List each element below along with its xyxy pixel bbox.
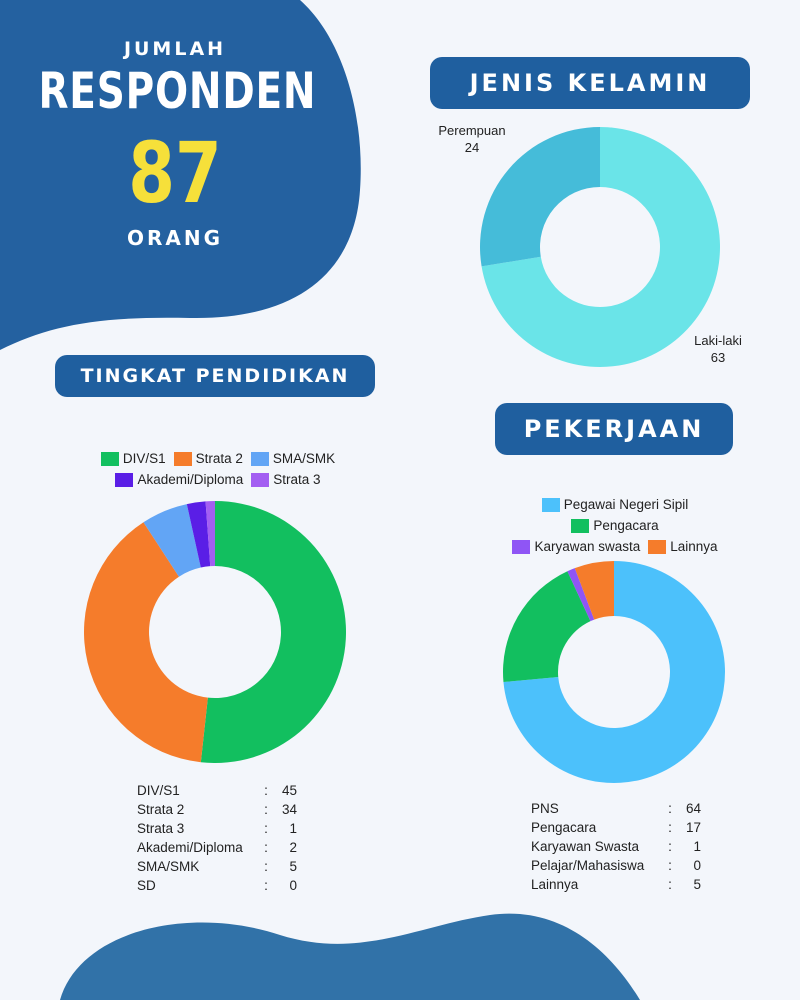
- stat-value: 1: [693, 839, 701, 854]
- stat-value: 34: [281, 802, 297, 817]
- job-stats-table: [531, 799, 701, 894]
- table-row: [531, 837, 701, 856]
- table-row: [137, 838, 297, 857]
- legend-label: Akademi/Diploma: [137, 472, 244, 487]
- stat-colon: :: [264, 840, 268, 855]
- stat-value: 17: [685, 820, 701, 835]
- table-row: [531, 856, 701, 875]
- stat-colon: :: [668, 877, 672, 892]
- hero-unit: ORANG: [126, 226, 224, 250]
- legend-label: Strata 3: [273, 472, 321, 487]
- stat-value: 5: [693, 877, 701, 892]
- table-row: [137, 857, 297, 876]
- stat-label: Pengacara: [531, 820, 597, 835]
- stat-colon: :: [264, 802, 268, 817]
- legend-swatch: [542, 498, 560, 512]
- legend-label: DIV/S1: [122, 451, 166, 466]
- stat-value: 64: [685, 801, 701, 816]
- legend-label: Strata 2: [195, 451, 243, 466]
- legend-swatch: [571, 519, 589, 533]
- stat-label: Strata 3: [137, 821, 185, 836]
- stat-label: DIV/S1: [137, 783, 180, 798]
- legend-swatch: [648, 540, 666, 554]
- table-row: [531, 799, 701, 818]
- stat-label: PNS: [531, 801, 559, 816]
- legend-item: [251, 472, 320, 487]
- legend-item: [512, 539, 640, 554]
- job-section-title: PEKERJAAN: [495, 403, 733, 455]
- hero-label-top: JUMLAH: [123, 38, 227, 60]
- stat-label: SD: [137, 878, 156, 893]
- legend-swatch: [251, 473, 269, 487]
- female-slice-label: [420, 122, 524, 156]
- bottom-wave: [60, 914, 640, 1000]
- stat-value: 5: [289, 859, 297, 874]
- stat-colon: :: [264, 878, 268, 893]
- stat-colon: :: [668, 858, 672, 873]
- legend-item: [571, 518, 658, 533]
- stat-value: 0: [289, 878, 297, 893]
- male-slice-label: [680, 332, 756, 366]
- table-row: [531, 875, 701, 894]
- education-stats-table: [137, 781, 297, 895]
- stat-label: Akademi/Diploma: [137, 840, 243, 855]
- table-row: [137, 781, 297, 800]
- education-legend: [78, 448, 358, 490]
- legend-swatch: [101, 452, 119, 466]
- education-donut-chart: [75, 492, 355, 772]
- hero-label-main: RESPONDEN: [38, 62, 317, 120]
- stat-value: 45: [281, 783, 297, 798]
- stat-label: Strata 2: [137, 802, 185, 817]
- gender-section-title: JENIS KELAMIN: [430, 57, 750, 109]
- stat-value: 2: [289, 840, 297, 855]
- female-slice-value: 24: [464, 140, 480, 155]
- stat-colon: :: [668, 839, 672, 854]
- stat-colon: :: [264, 783, 268, 798]
- job-legend: [500, 494, 730, 557]
- table-row: [137, 876, 297, 895]
- male-slice-name: Laki-laki: [694, 333, 742, 348]
- female-slice-name: Perempuan: [438, 123, 506, 138]
- table-row: [531, 818, 701, 837]
- legend-label: Lainnya: [670, 539, 718, 554]
- stat-colon: :: [264, 821, 268, 836]
- stat-colon: :: [668, 801, 672, 816]
- education-slice-div-s1: [201, 501, 346, 763]
- stat-label: Karyawan Swasta: [531, 839, 640, 854]
- legend-swatch: [251, 452, 269, 466]
- stat-label: Lainnya: [531, 877, 579, 892]
- respondent-count: 87: [128, 124, 222, 222]
- stat-label: Pelajar/Mahasiswa: [531, 858, 645, 873]
- legend-label: Pengacara: [593, 518, 659, 533]
- stat-colon: :: [264, 859, 268, 874]
- legend-item: [251, 451, 335, 466]
- legend-swatch: [174, 452, 192, 466]
- table-row: [137, 800, 297, 819]
- legend-item: [115, 472, 243, 487]
- stat-value: 0: [693, 858, 701, 873]
- stat-label: SMA/SMK: [137, 859, 200, 874]
- legend-label: SMA/SMK: [272, 451, 336, 466]
- legend-item: [542, 497, 689, 512]
- legend-item: [101, 451, 166, 466]
- legend-label: Karyawan swasta: [534, 539, 641, 554]
- education-section-title: TINGKAT PENDIDIKAN: [55, 355, 375, 397]
- stat-value: 1: [289, 821, 297, 836]
- legend-item: [648, 539, 717, 554]
- table-row: [137, 819, 297, 838]
- job-donut-chart: [494, 552, 734, 792]
- legend-item: [174, 451, 243, 466]
- legend-swatch: [115, 473, 133, 487]
- stat-colon: :: [668, 820, 672, 835]
- male-slice-value: 63: [710, 350, 726, 365]
- legend-swatch: [512, 540, 530, 554]
- legend-label: Pegawai Negeri Sipil: [563, 497, 689, 512]
